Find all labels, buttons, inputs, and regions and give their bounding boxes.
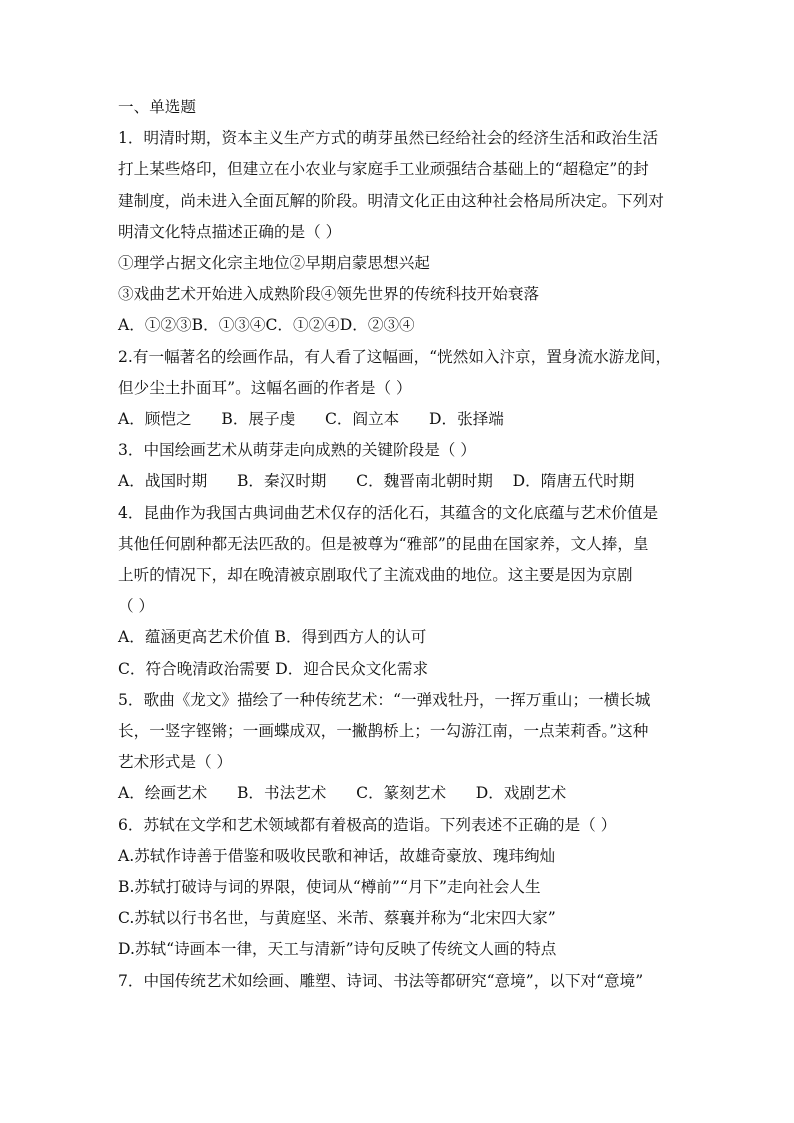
question-text: 2.有一幅著名的绘画作品，有人看了这幅画，“恍然如入汴京，置身流水游龙间， [118, 347, 672, 366]
question-text: 3．中国绘画艺术从萌芽走向成熟的关键阶段是（ ） [118, 441, 476, 460]
exam-page [118, 92, 678, 997]
answer-option: A.苏轼作诗善于借鉴和吸收民歌和神话，故雄奇豪放、瑰玮绚灿 [118, 846, 556, 865]
answer-options: A．①②③B．①③④C．①②④D．②③④ [118, 316, 415, 335]
question-text: 1．明清时期，资本主义生产方式的萌芽虽然已经给社会的经济生活和政治生活 [118, 129, 659, 148]
question-text: 艺术形式是（ ） [118, 753, 233, 772]
question-text: 建制度，尚未进入全面瓦解的阶段。明清文化正由这种社会格局所决定。下列对 [118, 191, 664, 210]
question-text: 长，一竖字铿锵；一画蝶成双，一撇鹊桥上；一勾游江南，一点茉莉香。”这种 [118, 722, 649, 741]
question-text: （ ） [118, 597, 155, 616]
question-text: 7．中国传统艺术如绘画、雕塑、诗词、书法等都研究“意境”，以下对“意境” [118, 971, 644, 990]
question-text: 上听的情况下，却在晚清被京剧取代了主流戏曲的地位。这主要是因为京剧 [118, 566, 633, 585]
question-text: 4．昆曲作为我国古典词曲艺术仅存的活化石，其蕴含的文化底蕴与艺术价值是 [118, 503, 659, 522]
question-5 [118, 685, 678, 810]
question-text: 但少尘土扑面耳”。这幅名画的作者是（ ） [118, 378, 412, 397]
question-4 [118, 498, 678, 685]
answer-options: A．绘画艺术 B．书法艺术 C．篆刻艺术 D．戏剧艺术 [118, 784, 567, 803]
question-7 [118, 966, 678, 997]
question-text: 6．苏轼在文学和艺术领域都有着极高的造诣。下列表述不正确的是（ ） [118, 815, 617, 834]
question-6 [118, 810, 678, 966]
answer-option: D.苏轼“诗画本一律，天工与清新”诗句反映了传统文人画的特点 [118, 940, 557, 959]
statement: ①理学占据文化宗主地位②早期启蒙思想兴起 [118, 254, 430, 273]
answer-options: A．顾恺之 B．展子虔 C．阎立本 D．张择端 [118, 410, 504, 429]
question-1 [118, 123, 678, 341]
answer-option: C.苏轼以行书名世，与黄庭坚、米芾、蔡襄并称为“北宋四大家” [118, 909, 556, 928]
question-text: 打上某些烙印，但建立在小农业与家庭手工业顽强结合基础上的“超稳定”的封 [118, 160, 649, 179]
question-3 [118, 435, 678, 497]
answer-option: C．符合晚清政治需要 D．迎合民众文化需求 [118, 659, 429, 678]
section-title: 一、单选题 [118, 98, 196, 116]
question-text: 明清文化特点描述正确的是（ ） [118, 222, 342, 241]
answer-option: B.苏轼打破诗与词的界限，使词从“樽前”“月下”走向社会人生 [118, 878, 541, 897]
answer-option: A．蕴涵更高艺术价值 B．得到西方人的认可 [118, 628, 427, 647]
answer-options: A．战国时期 B．秦汉时期 C．魏晋南北朝时期 D．隋唐五代时期 [118, 472, 635, 491]
question-text: 其他任何剧种都无法匹敌的。但是被尊为“雅部”的昆曲在国家养，文人捧，皇 [118, 534, 649, 553]
question-text: 5．歌曲《龙文》描绘了一种传统艺术：“一弹戏牡丹，一挥万重山；一横长城 [118, 690, 651, 709]
question-2 [118, 342, 678, 436]
statement: ③戏曲艺术开始进入成熟阶段④领先世界的传统科技开始衰落 [118, 285, 540, 304]
